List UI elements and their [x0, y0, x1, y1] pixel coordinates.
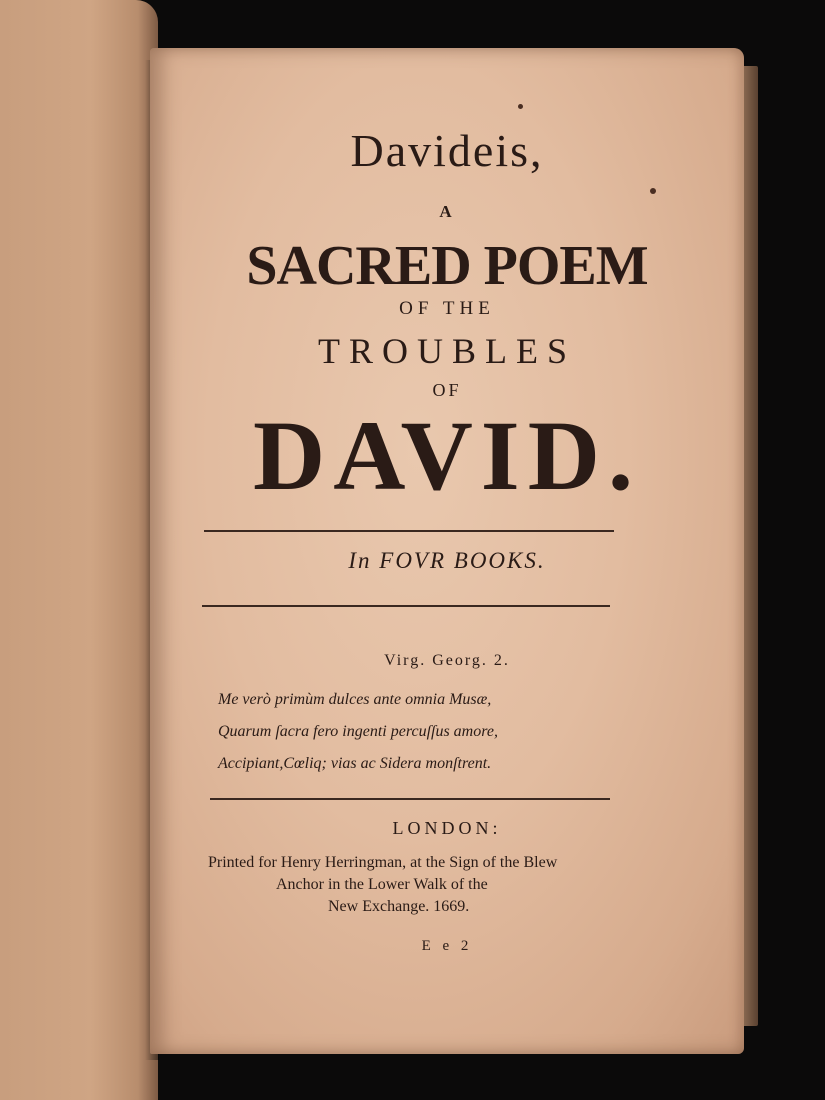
title-page	[150, 48, 744, 1054]
divider-rule	[204, 530, 614, 532]
title-david: DAVID.	[253, 400, 641, 511]
epigraph-line: Quarum ſacra fero ingenti percuſſus amore,	[218, 723, 498, 740]
title-of-the: OF THE	[399, 298, 495, 319]
signature-mark: E e 2	[421, 938, 473, 954]
epigraph-line: Accipiant,Cœliq; vias ac Sidera monſtrent.	[218, 755, 492, 772]
imprint-line: Anchor in the Lower Walk of the	[276, 876, 488, 893]
title-davideis: Davideis,	[350, 125, 544, 176]
blank-left-page	[0, 0, 158, 1100]
imprint-city: LONDON:	[392, 818, 502, 838]
title-sacred-poem: SACRED POEM	[246, 235, 648, 297]
title-troubles: TROUBLES	[317, 331, 576, 371]
books-line: In FOVR BOOKS.	[348, 548, 546, 573]
divider-rule	[202, 605, 610, 607]
epigraph-source: Virg. Georg. 2.	[384, 652, 510, 669]
title-article: A	[439, 202, 455, 221]
ink-spot	[518, 104, 523, 109]
epigraph-line: Me verò primùm dulces ante omnia Musæ,	[218, 691, 492, 708]
imprint-line: New Exchange. 1669.	[328, 898, 470, 915]
imprint-line: Printed for Henry Herringman, at the Sign of the Blew	[208, 854, 558, 871]
divider-rule	[210, 798, 610, 800]
ink-spot	[650, 188, 656, 194]
title-of: OF	[432, 380, 462, 400]
